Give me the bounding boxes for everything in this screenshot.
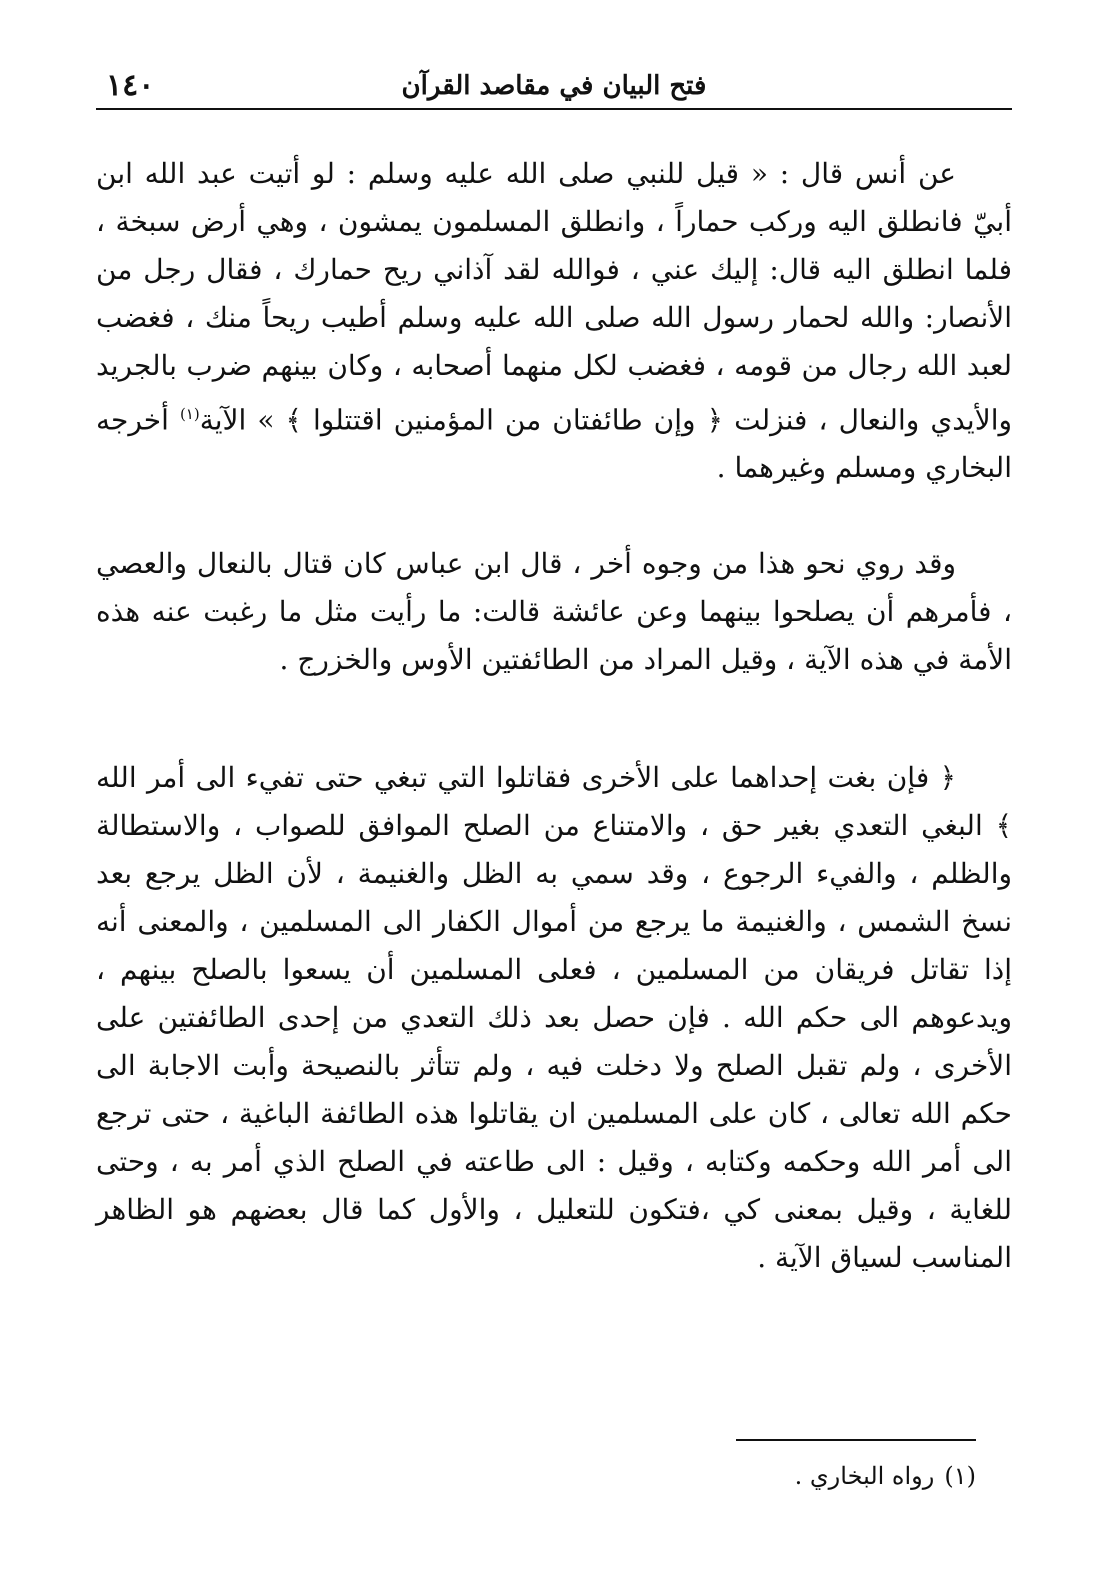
page-body [96,150,1012,1282]
paragraph-2: وقد روي نحو هذا من وجوه أخر ، قال ابن عباس كان قتال بالنعال والعصي ، فأمرهم أن يصلحوا بينهما وعن عائشة قالت: ما رأيت مثل ما رغبت عنه هذه الأمة في هذه الآية ، وقيل المراد من الطائفتين الأوس والخزرج . [96,547,1012,677]
footnote-separator [736,1439,976,1441]
page-header [96,62,1012,110]
page-number: ١٤٠ [106,68,155,103]
footnote-reference[interactable]: (١) [179,405,200,423]
footnote [96,1458,976,1494]
paragraph-1-text: عن أنس قال : « قيل للنبي صلى الله عليه وسلم : لو أتيت عبد الله ابن أبيّ فانطلق اليه وركب حماراً ، وانطلق المسلمون يمشون ، وهي أرض سبخة ، فلما انطلق اليه قال: إليك عني ، فوالله لقد آذاني ريح حمارك ، فقال رجل من الأنصار: والله لحمار رسول الله صلى الله عليه وسلم أطيب ريحاً منك ، فغضب لعبد الله رجال من قومه ، فغضب لكل منهما أصحابه ، وكان بينهم ضرب بالجريد والأيدي والنعال ، فنزلت ﴿ وإن طائفتان من المؤمنين اقتتلوا ﴾ » الآية [96,157,1012,437]
footnote-marker: (١) [944,1462,976,1490]
paragraph-1-tail: أخرجه البخاري ومسلم وغيرهما . [96,403,1012,485]
footnote-text: رواه البخاري . [794,1462,935,1490]
paragraph-3: ﴿ فإن بغت إحداهما على الأخرى فقاتلوا التي تبغي حتى تفيء الى أمر الله ﴾ البغي التعدي بغير حق ، والامتناع من الصلح الموافق للصواب ، والاستطالة والظلم ، والفيء الرجوع ، وقد سمي به الظل والغنيمة ، لأن الظل يرجع بعد نسخ الشمس ، والغنيمة ما يرجع من أموال الكفار الى المسلمين ، والمعنى أنه إذا تقاتل فريقان من المسلمين ، فعلى المسلمين أن يسعوا بالصلح بينهم ، ويدعوهم الى حكم الله . فإن حصل بعد ذلك التعدي من إحدى الطائفتين على الأخرى ، ولم تقبل الصلح ولا دخلت فيه ، ولم تتأثر بالنصيحة وأبت الاجابة الى حكم الله تعالى ، كان على المسلمين ان يقاتلوا هذه الطائفة الباغية ، حتى ترجع الى أمر الله وحكمه وكتابه ، وقيل : الى طاعته في الصلح الذي أمر به ، وحتى للغاية ، وقيل بمعنى كي ،فتكون للتعليل ، والأول كما قال بعضهم هو الظاهر المناسب لسياق الآية . [96,761,1012,1275]
paragraph-1 [96,150,1012,492]
running-title: فتح البيان في مقاصد القرآن [401,71,707,101]
